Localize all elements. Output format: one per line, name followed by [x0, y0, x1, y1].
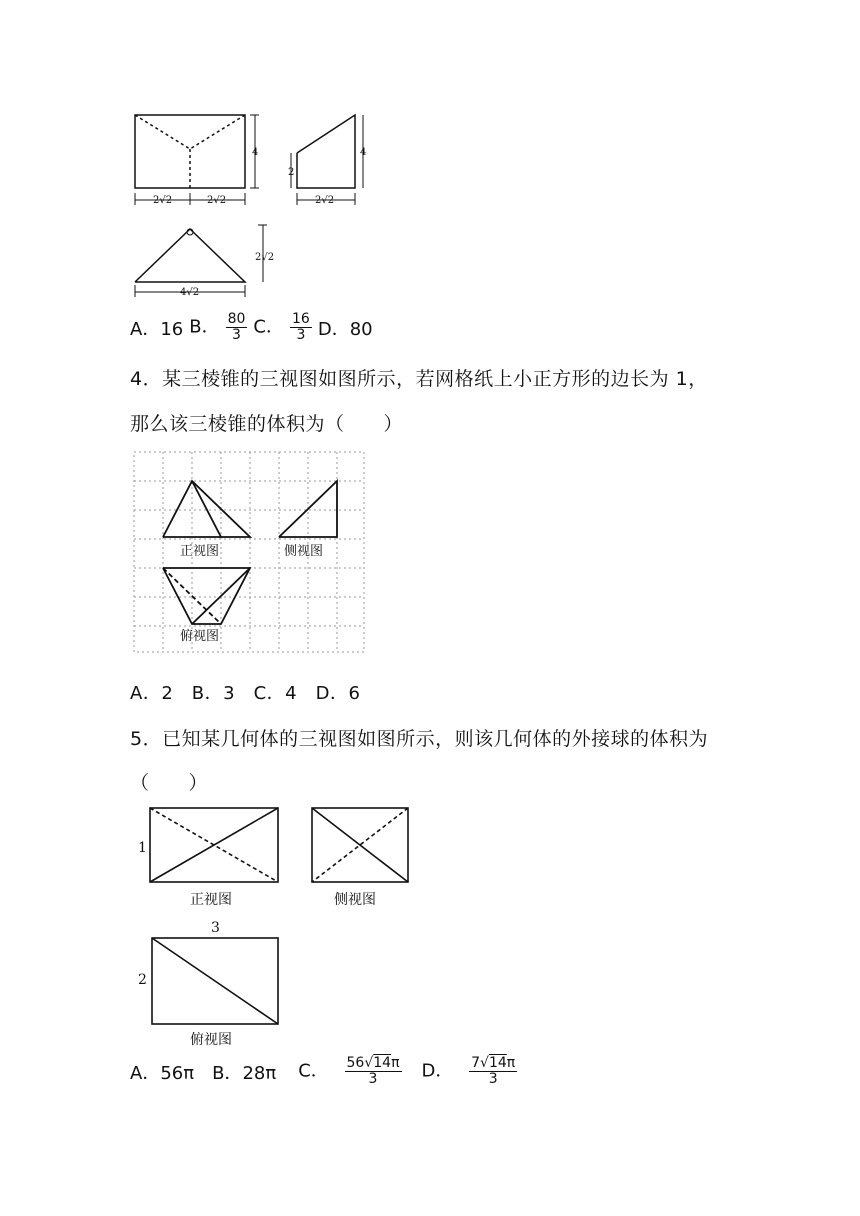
q5-question-line2: （ ）	[130, 772, 209, 794]
q3-dim-side-h: 4	[360, 147, 367, 158]
q3-three-view-figure	[125, 105, 375, 305]
q4-question-line2: 那么该三棱锥的体积为（ ）	[130, 413, 404, 435]
q3-option-b: B． $\frac{80}{3}$	[189, 311, 246, 343]
q3-option-d: D．80	[317, 318, 373, 340]
q5-dim-2: 2	[138, 972, 147, 988]
q3-dim-b: 2√2	[207, 195, 227, 206]
q4-side-view-label: 侧视图	[284, 544, 324, 559]
q5-three-view-figure	[132, 800, 422, 1050]
q3-option-a: A．16	[130, 318, 184, 340]
q3-dim-h: 4	[252, 147, 259, 158]
q3-dim-a: 2√2	[153, 195, 173, 206]
q3-option-c: C． $\frac{16}{3}$	[253, 311, 310, 343]
q5-option-c: C． $\frac{56√14\pi}{3}$	[298, 1055, 400, 1087]
q5-question-line1: 5．已知某几何体的三视图如图所示，则该几何体的外接球的体积为	[130, 728, 709, 750]
q4-top-view-label: 俯视图	[180, 629, 220, 644]
q4-question-line1: 4．某三棱锥的三视图如图所示，若网格纸上小正方形的边长为 1，	[130, 368, 708, 390]
q3-dim-h2: 2	[288, 167, 295, 178]
q3-dim-c: 2√2	[315, 195, 335, 206]
q5-option-d: D． $\frac{7√14\pi}{3}$	[421, 1055, 516, 1087]
q4-front-view-label: 正视图	[180, 544, 220, 559]
q5-option-b: B．28π	[212, 1062, 277, 1084]
q3-options	[130, 312, 373, 343]
q3-dim-d: 2√2	[255, 252, 275, 263]
q3-dim-e: 4√2	[180, 287, 200, 298]
q5-options	[130, 1056, 523, 1087]
q5-dim-3: 3	[211, 920, 220, 936]
q4-options: A．2 B．3 C．4 D．6	[130, 683, 361, 704]
q5-option-a: A．56π	[130, 1062, 195, 1084]
q4-three-view-figure	[132, 450, 368, 656]
q5-side-view-label: 侧视图	[334, 892, 376, 908]
q5-dim-1: 1	[138, 840, 147, 856]
q5-front-view-label: 正视图	[190, 892, 232, 908]
q5-top-view-label: 俯视图	[190, 1032, 232, 1048]
